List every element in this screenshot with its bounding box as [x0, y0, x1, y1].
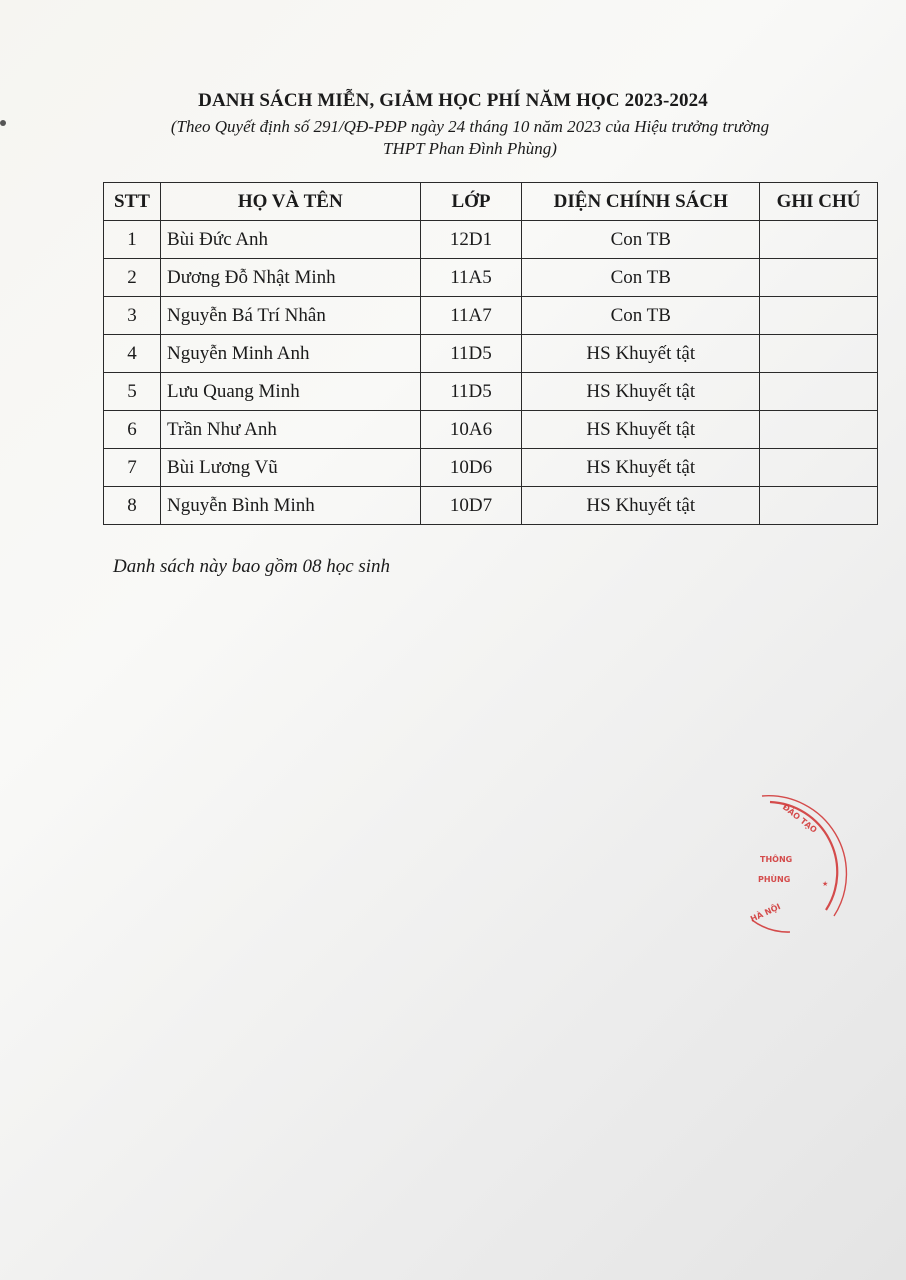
document-title: DANH SÁCH MIỄN, GIẢM HỌC PHÍ NĂM HỌC 2023-2024 — [198, 90, 708, 111]
cell-policy: HS Khuyết tật — [522, 487, 760, 525]
cell-name: Bùi Lương Vũ — [160, 449, 420, 487]
seal-inner-line-2: PHÙNG — [758, 875, 791, 884]
table-row — [104, 221, 878, 259]
cell-note — [760, 335, 878, 373]
table-row — [104, 259, 878, 297]
header-class: LỚP — [420, 183, 522, 221]
cell-class: 11D5 — [420, 335, 522, 373]
cell-class: 10D6 — [420, 449, 522, 487]
table-row — [104, 487, 878, 525]
cell-policy: Con TB — [522, 259, 760, 297]
page-edge-mark — [0, 120, 6, 126]
cell-stt: 6 — [104, 411, 161, 449]
header-stt: STT — [104, 183, 161, 221]
cell-name: Bùi Đức Anh — [160, 221, 420, 259]
cell-stt: 2 — [104, 259, 161, 297]
cell-policy: HS Khuyết tật — [522, 411, 760, 449]
cell-name: Trần Như Anh — [160, 411, 420, 449]
cell-stt: 3 — [104, 297, 161, 335]
cell-name: Nguyễn Bá Trí Nhân — [160, 297, 420, 335]
cell-class: 10D7 — [420, 487, 522, 525]
subtitle-line-1: (Theo Quyết định số 291/QĐ-PĐP ngày 24 tháng 10 năm 2023 của Hiệu trưởng trường — [170, 117, 770, 136]
cell-note — [760, 373, 878, 411]
cell-stt: 4 — [104, 335, 161, 373]
seal-inner-line-1: THÔNG — [760, 855, 793, 864]
cell-note — [760, 449, 878, 487]
cell-note — [760, 259, 878, 297]
student-table — [103, 182, 878, 525]
cell-class: 10A6 — [420, 411, 522, 449]
cell-class: 11A7 — [420, 297, 522, 335]
document-subtitle — [150, 116, 790, 160]
cell-class: 12D1 — [420, 221, 522, 259]
cell-note — [760, 411, 878, 449]
cell-policy: Con TB — [522, 221, 760, 259]
header-note: GHI CHÚ — [760, 183, 878, 221]
seal-ring-text: ĐÀO TẠO — [780, 802, 819, 835]
cell-name: Lưu Quang Minh — [160, 373, 420, 411]
cell-name: Nguyễn Minh Anh — [160, 335, 420, 373]
header-name: HỌ VÀ TÊN — [160, 183, 420, 221]
cell-class: 11D5 — [420, 373, 522, 411]
cell-name: Dương Đỗ Nhật Minh — [160, 259, 420, 297]
header-policy: DIỆN CHÍNH SÁCH — [522, 183, 760, 221]
cell-policy: Con TB — [522, 297, 760, 335]
subtitle-line-2: THPT Phan Đình Phùng) — [383, 139, 557, 158]
school-seal-stamp — [730, 790, 850, 950]
footer-note: Danh sách này bao gồm 08 học sinh — [113, 556, 391, 577]
cell-note — [760, 297, 878, 335]
cell-stt: 8 — [104, 487, 161, 525]
table-header-row — [104, 183, 878, 221]
table-row — [104, 411, 878, 449]
cell-stt: 7 — [104, 449, 161, 487]
cell-name: Nguyễn Bình Minh — [160, 487, 420, 525]
cell-stt: 5 — [104, 373, 161, 411]
seal-bottom-text: HÀ NỘI — [749, 902, 782, 924]
table-row — [104, 449, 878, 487]
cell-policy: HS Khuyết tật — [522, 449, 760, 487]
cell-note — [760, 487, 878, 525]
table-row — [104, 297, 878, 335]
table-row — [104, 373, 878, 411]
cell-note — [760, 221, 878, 259]
cell-policy: HS Khuyết tật — [522, 373, 760, 411]
seal-star: ★ — [822, 880, 829, 888]
cell-policy: HS Khuyết tật — [522, 335, 760, 373]
table-row — [104, 335, 878, 373]
cell-stt: 1 — [104, 221, 161, 259]
cell-class: 11A5 — [420, 259, 522, 297]
